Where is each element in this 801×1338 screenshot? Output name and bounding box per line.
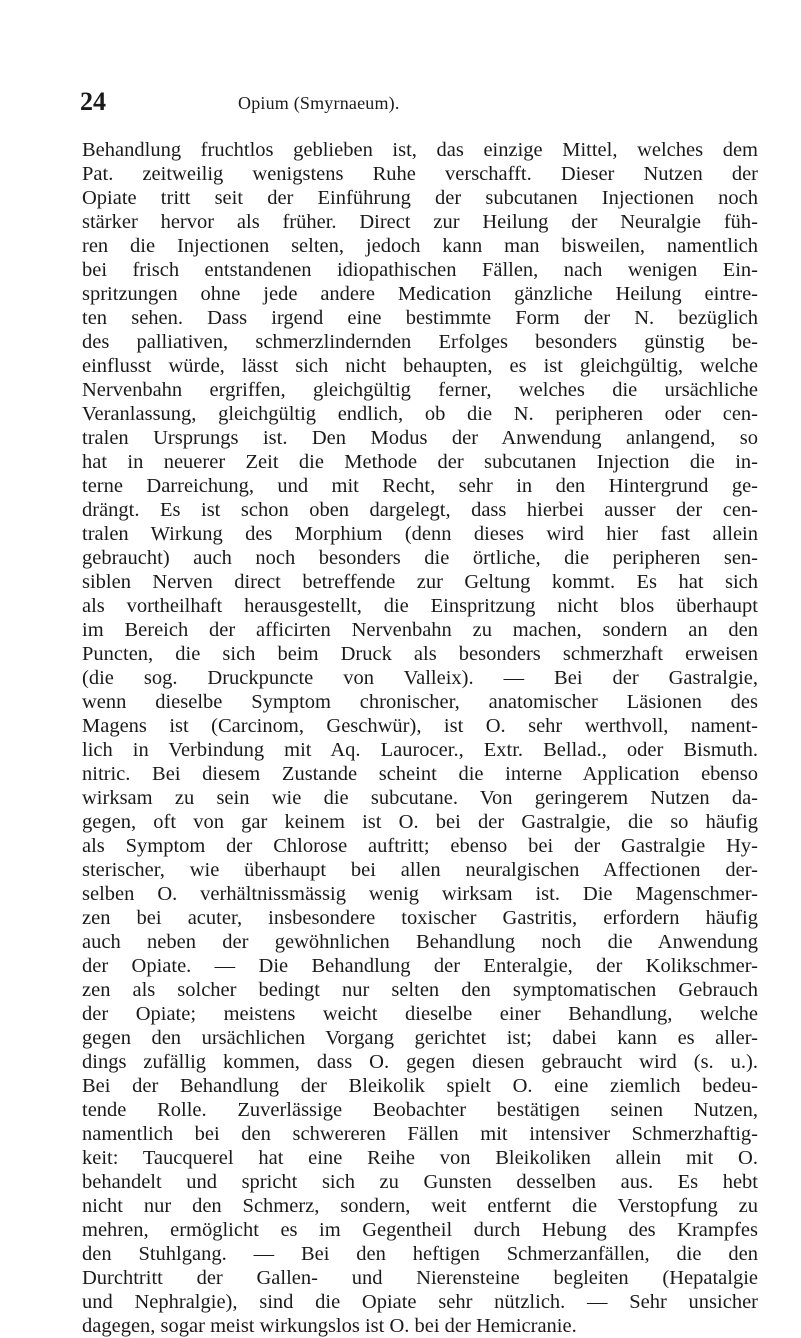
text-line: drängt. Es ist schon oben dargelegt, dass hierbei ausser der cen- (82, 499, 758, 521)
text-line: Puncten, die sich beim Druck als besonders schmerzhaft erweisen (82, 643, 758, 665)
text-line: hat in neuerer Zeit die Methode der subcutanen Injection die in- (82, 451, 758, 473)
text-line: gegen den ursächlichen Vorgang gerichtet ist; dabei kann es aller- (82, 1027, 758, 1049)
text-line: stärker hervor als früher. Direct zur Heilung der Neuralgie füh- (82, 211, 758, 233)
text-line: tende Rolle. Zuverlässige Beobachter bestätigen seinen Nutzen, (82, 1099, 758, 1121)
text-line: im Bereich der afficirten Nervenbahn zu machen, sondern an den (82, 619, 758, 641)
text-line: bei frisch entstandenen idiopathischen Fällen, nach wenigen Ein- (82, 259, 758, 281)
text-line: Pat. zeitweilig wenigstens Ruhe verschafft. Dieser Nutzen der (82, 163, 758, 185)
text-line: dagegen, sogar meist wirkungslos ist O. bei der Hemicranie. (82, 1315, 577, 1337)
text-line: Veranlassung, gleichgültig endlich, ob die N. peripheren oder cen- (82, 403, 758, 425)
text-line: der Opiate; meistens weicht dieselbe einer Behandlung, welche (82, 1003, 758, 1025)
text-line: siblen Nerven direct betreffende zur Geltung kommt. Es hat sich (82, 571, 758, 593)
text-line: sterischer, wie überhaupt bei allen neuralgischen Affectionen der- (82, 859, 758, 881)
text-line: des palliativen, schmerzlindernden Erfolges besonders günstig be- (82, 331, 758, 353)
text-line: terne Darreichung, und mit Recht, sehr in den Hintergrund ge- (82, 475, 758, 497)
running-head: Opium (Smyrnaeum). (238, 93, 400, 113)
text-line: nicht nur den Schmerz, sondern, weit entfernt die Verstopfung zu (82, 1195, 758, 1217)
text-line: einflusst würde, lässt sich nicht behaupten, es ist gleichgültig, welche (82, 355, 758, 377)
text-line: der Opiate. — Die Behandlung der Enteralgie, der Kolikschmer- (82, 955, 758, 977)
text-line: ten sehen. Dass irgend eine bestimmte Form der N. bezüglich (82, 307, 758, 329)
text-line: selben O. verhältnissmässig wenig wirksam ist. Die Magenschmer- (82, 883, 758, 905)
text-line: zen als solcher bedingt nur selten den symptomatischen Gebrauch (82, 979, 758, 1001)
text-line: (die sog. Druckpuncte von Valleix). — Bei der Gastralgie, (82, 667, 758, 689)
text-line: den Stuhlgang. — Bei den heftigen Schmerzanfällen, die den (82, 1243, 758, 1265)
text-line: Magens ist (Carcinom, Geschwür), ist O. sehr werthvoll, nament- (82, 715, 758, 737)
text-line: Behandlung fruchtlos geblieben ist, das einzige Mittel, welches dem (82, 139, 758, 161)
text-line: keit: Taucquerel hat eine Reihe von Bleikoliken allein mit O. (82, 1147, 758, 1169)
text-line: behandelt und spricht sich zu Gunsten desselben aus. Es hebt (82, 1171, 758, 1193)
text-line: tralen Ursprungs ist. Den Modus der Anwendung anlangend, so (82, 427, 758, 449)
text-line: zen bei acuter, insbesondere toxischer Gastritis, erfordern häufig (82, 907, 758, 929)
text-line: spritzungen ohne jede andere Medication gänzliche Heilung eintre- (82, 283, 758, 305)
text-line: und Nephralgie), sind die Opiate sehr nützlich. — Sehr unsicher (82, 1291, 758, 1313)
page-header (80, 86, 710, 118)
text-line: lich in Verbindung mit Aq. Laurocer., Extr. Bellad., oder Bismuth. (82, 739, 758, 761)
text-line: Bei der Behandlung der Bleikolik spielt O. eine ziemlich bedeu- (82, 1075, 758, 1097)
text-line: nitric. Bei diesem Zustande scheint die interne Application ebenso (82, 763, 758, 785)
text-line: dings zufällig kommen, dass O. gegen diesen gebraucht wird (s. u.). (82, 1051, 758, 1073)
text-line: wenn dieselbe Symptom chronischer, anatomischer Läsionen des (82, 691, 758, 713)
text-line: wirksam zu sein wie die subcutane. Von geringerem Nutzen da- (82, 787, 758, 809)
text-line: Durchtritt der Gallen- und Nierensteine begleiten (Hepatalgie (82, 1267, 758, 1289)
text-line: tralen Wirkung des Morphium (denn dieses wird hier fast allein (82, 523, 758, 545)
text-line: Opiate tritt seit der Einführung der subcutanen Injectionen noch (82, 187, 758, 209)
page-number: 24 (80, 87, 106, 116)
text-line: mehren, ermöglicht es im Gegentheil durch Hebung des Krampfes (82, 1219, 758, 1241)
text-line: als Symptom der Chlorose auftritt; ebenso bei der Gastralgie Hy- (82, 835, 758, 857)
text-line: gebraucht) auch noch besonders die örtliche, die peripheren sen- (82, 547, 758, 569)
body-text (82, 138, 758, 1338)
text-line: namentlich bei den schwereren Fällen mit intensiver Schmerzhaftig- (82, 1123, 758, 1145)
text-line: als vortheilhaft herausgestellt, die Einspritzung nicht blos überhaupt (82, 595, 758, 617)
text-line: gegen, oft von gar keinem ist O. bei der Gastralgie, die so häufig (82, 811, 758, 833)
text-line: auch neben der gewöhnlichen Behandlung noch die Anwendung (82, 931, 758, 953)
text-line: ren die Injectionen selten, jedoch kann man bisweilen, namentlich (82, 235, 758, 257)
text-line: Nervenbahn ergriffen, gleichgültig ferner, welches die ursächliche (82, 379, 758, 401)
